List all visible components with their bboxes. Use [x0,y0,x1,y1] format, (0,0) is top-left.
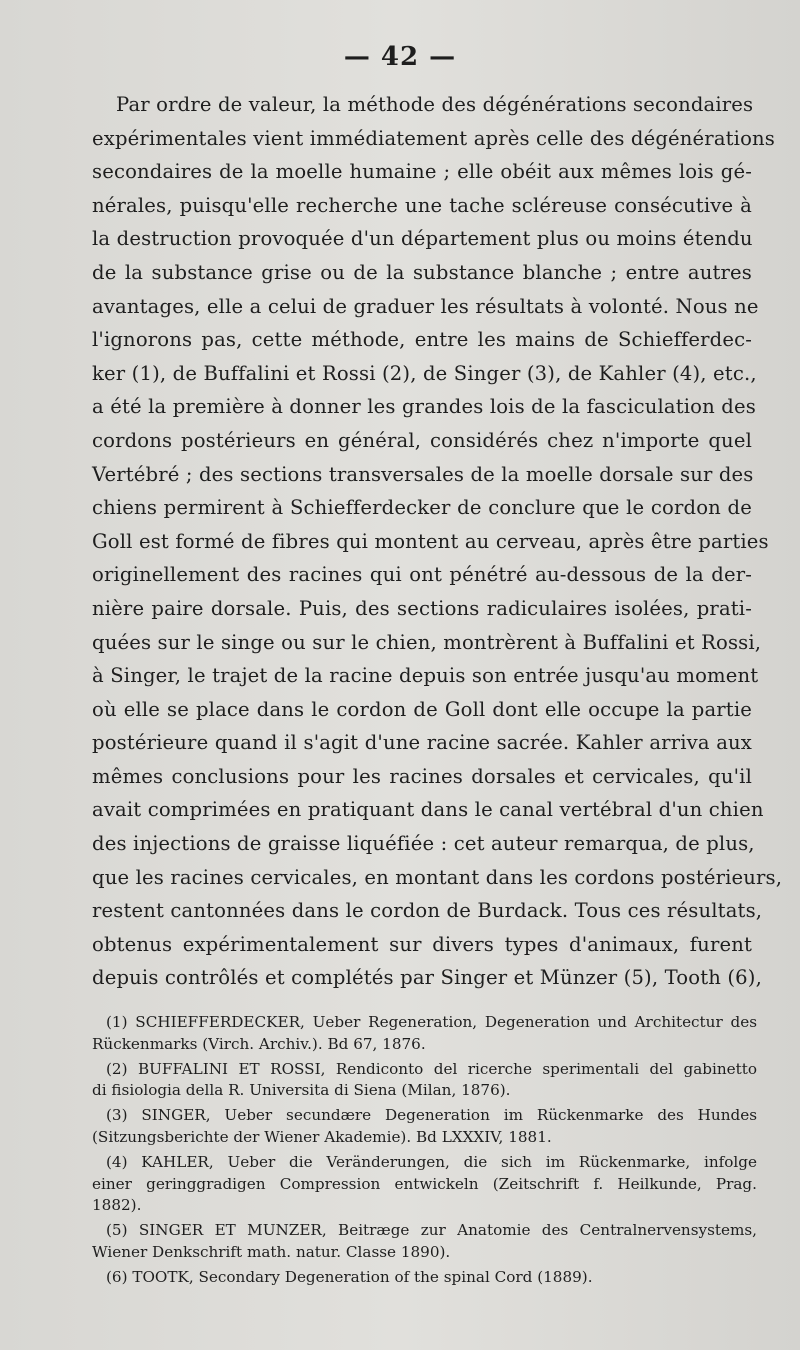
text-line: Vertébré ; des sections transversales de la moelle dorsale sur des [92,462,754,486]
text-line: Par ordre de valeur, la méthode des dégénérations secondaires [116,93,754,116]
text-line: expérimentales vient immédiatement après celle des dégénérations [92,126,776,150]
footnotes [92,1012,757,1292]
text-line: restent cantonnées dans le cordon de Burdack. Tous ces résultats, [92,899,763,923]
text-line: avantages, elle a celui de graduer les résultats à volonté. Nous ne [92,294,759,318]
footnote [92,1105,757,1149]
footnote-line: 1882). [92,1196,142,1215]
body-text [92,88,783,995]
footnote-line: (2) BUFFALINI ET ROSSI, Rendiconto del ricerche sperimentali del gabinetto [106,1059,757,1078]
footnote-line: (5) SINGER ET MUNZER, Beitræge zur Anatomie des Centralnervensystems, [106,1221,757,1240]
text-line: quées sur le singe ou sur le chien, montrèrent à Buffalini et Rossi, [92,630,762,654]
text-line: ker (1), de Buffalini et Rossi (2), de Singer (3), de Kahler (4), etc., [92,361,757,385]
footnote [92,1267,757,1289]
text-line: avait comprimées en pratiquant dans le canal vertébral d'un chien [92,798,764,822]
footnote [92,1059,757,1103]
footnote [92,1152,757,1217]
text-line: la destruction provoquée d'un département plus ou moins étendu [92,227,753,251]
text-line: secondaires de la moelle humaine ; elle obéit aux mêmes lois gé- [92,160,752,184]
text-line: nérales, puisqu'elle recherche une tache scléreuse consécutive à [92,193,752,217]
page-number: — 42 — [343,42,457,72]
text-line: postérieure quand il s'agit d'une racine sacrée. Kahler arriva aux [92,731,752,755]
text-line: depuis contrôlés et complétés par Singer et Münzer (5), Tooth (6), [92,966,762,990]
text-line: que les racines cervicales, en montant dans les cordons postérieurs, [92,865,783,889]
footnote-line: (Sitzungsberichte der Wiener Akademie). Bd LXXXIV, 1881. [92,1127,552,1146]
footnote-line: Rückenmarks (Virch. Archiv.). Bd 67, 1876. [92,1034,426,1053]
footnote-line: Wiener Denkschrift math. natur. Classe 1890). [92,1242,451,1261]
footnote [92,1220,757,1264]
footnote-line: (3) SINGER, Ueber secundære Degeneration im Rückenmarke des Hundes [106,1106,757,1125]
text-line: des injections de graisse liquéfiée : cet auteur remarqua, de plus, [92,832,755,856]
text-line: à Singer, le trajet de la racine depuis son entrée jusqu'au moment [92,664,759,688]
footnote-line: (1) SCHIEFFERDECKER, Ueber Regeneration, Degeneration und Architectur des [106,1013,757,1031]
footnote-line: einer geringgradigen Compression entwickeln (Zeitschrift f. Heilkunde, Prag. [92,1174,757,1193]
text-line: cordons postérieurs en général, considérés chez n'importe quel [92,428,752,452]
text-line: mêmes conclusions pour les racines dorsales et cervicales, qu'il [92,764,752,788]
text-line: originellement des racines qui ont pénétré au-dessous de la der- [92,563,752,587]
text-line: obtenus expérimentalement sur divers types d'animaux, furent [92,932,752,956]
footnote [92,1012,757,1056]
footnote-line: (4) KAHLER, Ueber die Veränderungen, die sich im Rückenmarke, infolge [106,1152,757,1171]
text-line: nière paire dorsale. Puis, des sections radiculaires isolées, prati- [92,596,752,620]
text-line: chiens permirent à Schiefferdecker de conclure que le cordon de [92,496,752,520]
footnote-line: di fisiologia della R. Universita di Siena (Milan, 1876). [92,1081,511,1100]
text-line: l'ignorons pas, cette méthode, entre les mains de Schiefferdec- [92,328,752,352]
text-line: de la substance grise ou de la substance blanche ; entre autres [92,260,752,284]
text-line: a été la première à donner les grandes lois de la fasciculation des [92,395,756,419]
text-line: où elle se place dans le cordon de Goll dont elle occupe la partie [92,697,752,721]
footnote-line: (6) TOOTK, Secondary Degeneration of the spinal Cord (1889). [106,1267,593,1286]
text-line: Goll est formé de fibres qui montent au cerveau, après être parties [92,529,769,553]
